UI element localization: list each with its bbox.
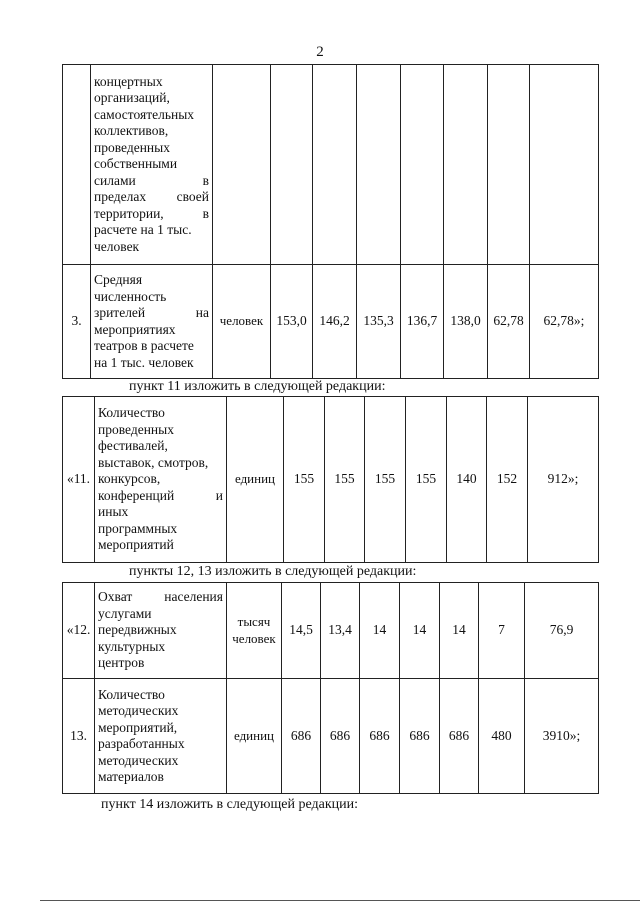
value-cell (444, 65, 488, 265)
value-cell: 62,78 (488, 265, 530, 379)
value-cell: 480 (479, 679, 525, 794)
table-row (63, 65, 599, 265)
value-cell: 135,3 (357, 265, 401, 379)
value-cell: 14 (360, 583, 400, 679)
label-word: конференций (98, 487, 175, 503)
row-number: «11. (63, 397, 95, 563)
page-number: 2 (316, 44, 324, 60)
unit-cell: единиц (227, 397, 284, 563)
value-cell: 152 (487, 397, 528, 563)
value-cell: 686 (321, 679, 360, 794)
page-bottom-edge (40, 900, 640, 901)
label-word: территории, (94, 205, 164, 221)
value-cell: 138,0 (444, 265, 488, 379)
label-word: своей (176, 189, 209, 205)
value-cell: 686 (400, 679, 440, 794)
row-number-cell (63, 65, 91, 265)
row-number: «12. (63, 583, 95, 679)
value-cell: 686 (282, 679, 321, 794)
value-cell: 76,9 (525, 583, 599, 679)
value-cell: 146,2 (313, 265, 357, 379)
indicator-label: Количество проведенных фестивалей, выставок, смотров, конкурсов, конференций и иных программных мероприятий (95, 397, 227, 563)
value-cell: 155 (365, 397, 406, 563)
value-cell: 155 (284, 397, 325, 563)
table-row (63, 265, 599, 379)
value-cell: 7 (479, 583, 525, 679)
unit-cell (213, 65, 271, 265)
indicators-table-2 (62, 396, 599, 563)
value-cell: 686 (440, 679, 479, 794)
label-word: силами (94, 172, 136, 188)
indicators-table-1 (62, 64, 599, 379)
value-cell: 912»; (528, 397, 599, 563)
value-cell: 62,78»; (530, 265, 599, 379)
unit-cell: человек (213, 265, 271, 379)
value-cell (401, 65, 444, 265)
value-cell: 155 (325, 397, 365, 563)
instruction-text: пункт 11 изложить в следующей редакции: (129, 379, 386, 394)
indicator-label: Охват населения услугами передвижных культурных центров (95, 583, 227, 679)
unit-cell: единиц (227, 679, 282, 794)
value-cell: 155 (406, 397, 447, 563)
value-cell: 136,7 (401, 265, 444, 379)
unit-cell: тысяч человек (227, 583, 282, 679)
value-cell (357, 65, 401, 265)
indicators-table-3 (62, 582, 599, 794)
table-row (63, 679, 599, 794)
label-word: Охват (98, 589, 133, 605)
row-number: 13. (63, 679, 95, 794)
indicator-label: Средняя численность зрителей на мероприятиях театров в расчете на 1 тыс. человек (91, 265, 213, 379)
value-cell: 14 (440, 583, 479, 679)
value-cell: 14,5 (282, 583, 321, 679)
indicator-label: концертных организаций, самостоятельных коллективов, проведенных собственными силами в пределах своей территории, в расчете на 1 тыс. человек (91, 65, 213, 265)
label-word: пределах (94, 189, 147, 205)
value-cell (530, 65, 599, 265)
table-row (63, 397, 599, 563)
instruction-text: пункты 12, 13 изложить в следующей редакции: (129, 564, 417, 579)
label-word: зрителей (94, 305, 146, 320)
value-cell: 14 (400, 583, 440, 679)
instruction-text: пункт 14 изложить в следующей редакции: (101, 797, 358, 812)
label-word: в (202, 205, 209, 221)
value-cell: 153,0 (271, 265, 313, 379)
value-cell (313, 65, 357, 265)
label-word: и (215, 487, 223, 503)
label-word: на (195, 305, 209, 320)
value-cell: 3910»; (525, 679, 599, 794)
row-number: 3. (63, 265, 91, 379)
table-row (63, 583, 599, 679)
label-word: в (202, 172, 209, 188)
value-cell (488, 65, 530, 265)
indicator-label: Количество методических мероприятий, разработанных методических материалов (95, 679, 227, 794)
value-cell: 13,4 (321, 583, 360, 679)
value-cell: 686 (360, 679, 400, 794)
value-cell (271, 65, 313, 265)
value-cell: 140 (447, 397, 487, 563)
label-word: населения (164, 589, 223, 605)
